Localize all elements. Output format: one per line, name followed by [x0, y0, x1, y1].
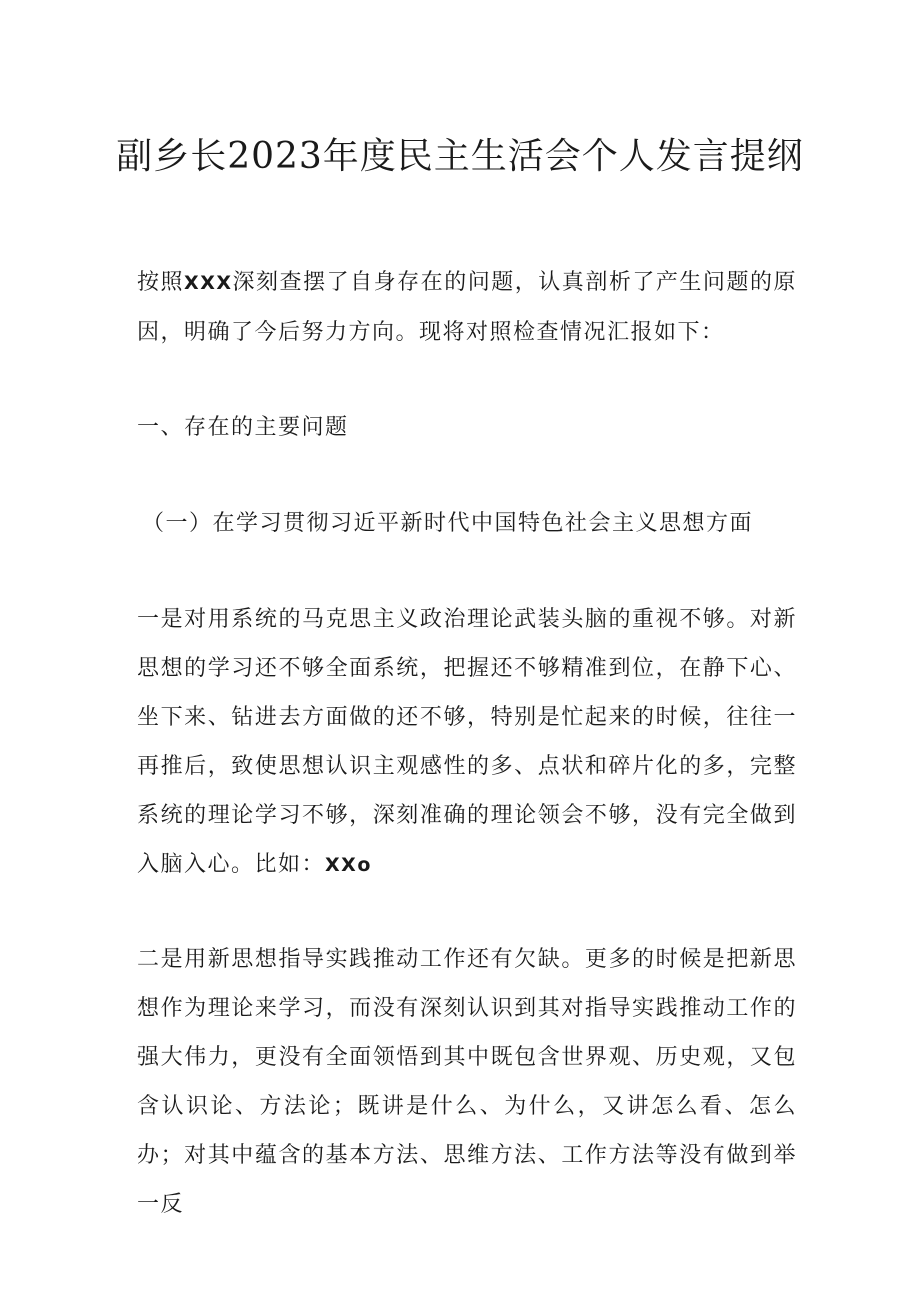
intro-text-pre: 按照	[137, 270, 185, 295]
point-two-paragraph: 二是用新思想指导实践推动工作还有欠缺。更多的时候是把新思想作为理论来学习，而没有深刻认识到其对指导实践推动工作的强大伟力，更没有全面领悟到其中既包含世界观、历史观，又包含认识论、方法论；既讲是什么、为什么，又讲怎么看、怎么办；对其中蕴含的基本方法、思维方法、工作方法等没有做到举一反	[137, 947, 797, 1217]
point-one-example: XXo	[325, 854, 372, 876]
intro-placeholder: XXX	[184, 272, 233, 294]
intro-text-post: 深刻查摆了自身存在的问题，认真剖析了产生问题的原因，明确了今后努力方向。现将对照检查情况汇报如下：	[137, 270, 797, 345]
point-one-paragraph	[137, 595, 797, 890]
intro-paragraph	[137, 258, 797, 357]
section-heading-problems: 一、存在的主要问题	[137, 415, 349, 440]
document-title: 副乡长2023年度民主生活会个人发言提纲	[116, 136, 804, 177]
subsection-heading-study: （一）在学习贯彻习近平新时代中国特色社会主义思想方面	[142, 511, 754, 536]
point-one-text: 一是对用系统的马克思主义政治理论武装头脑的重视不够。对新思想的学习还不够全面系统，把握还不够精准到位，在静下心、坐下来、钻进去方面做的还不够，特别是忙起来的时候，往往一再推后，致使思想认识主观感性的多、点状和碎片化的多，完整系统的理论学习不够，深刻准确的理论领会不够，没有完全做到入脑入心。比如：	[137, 607, 797, 877]
